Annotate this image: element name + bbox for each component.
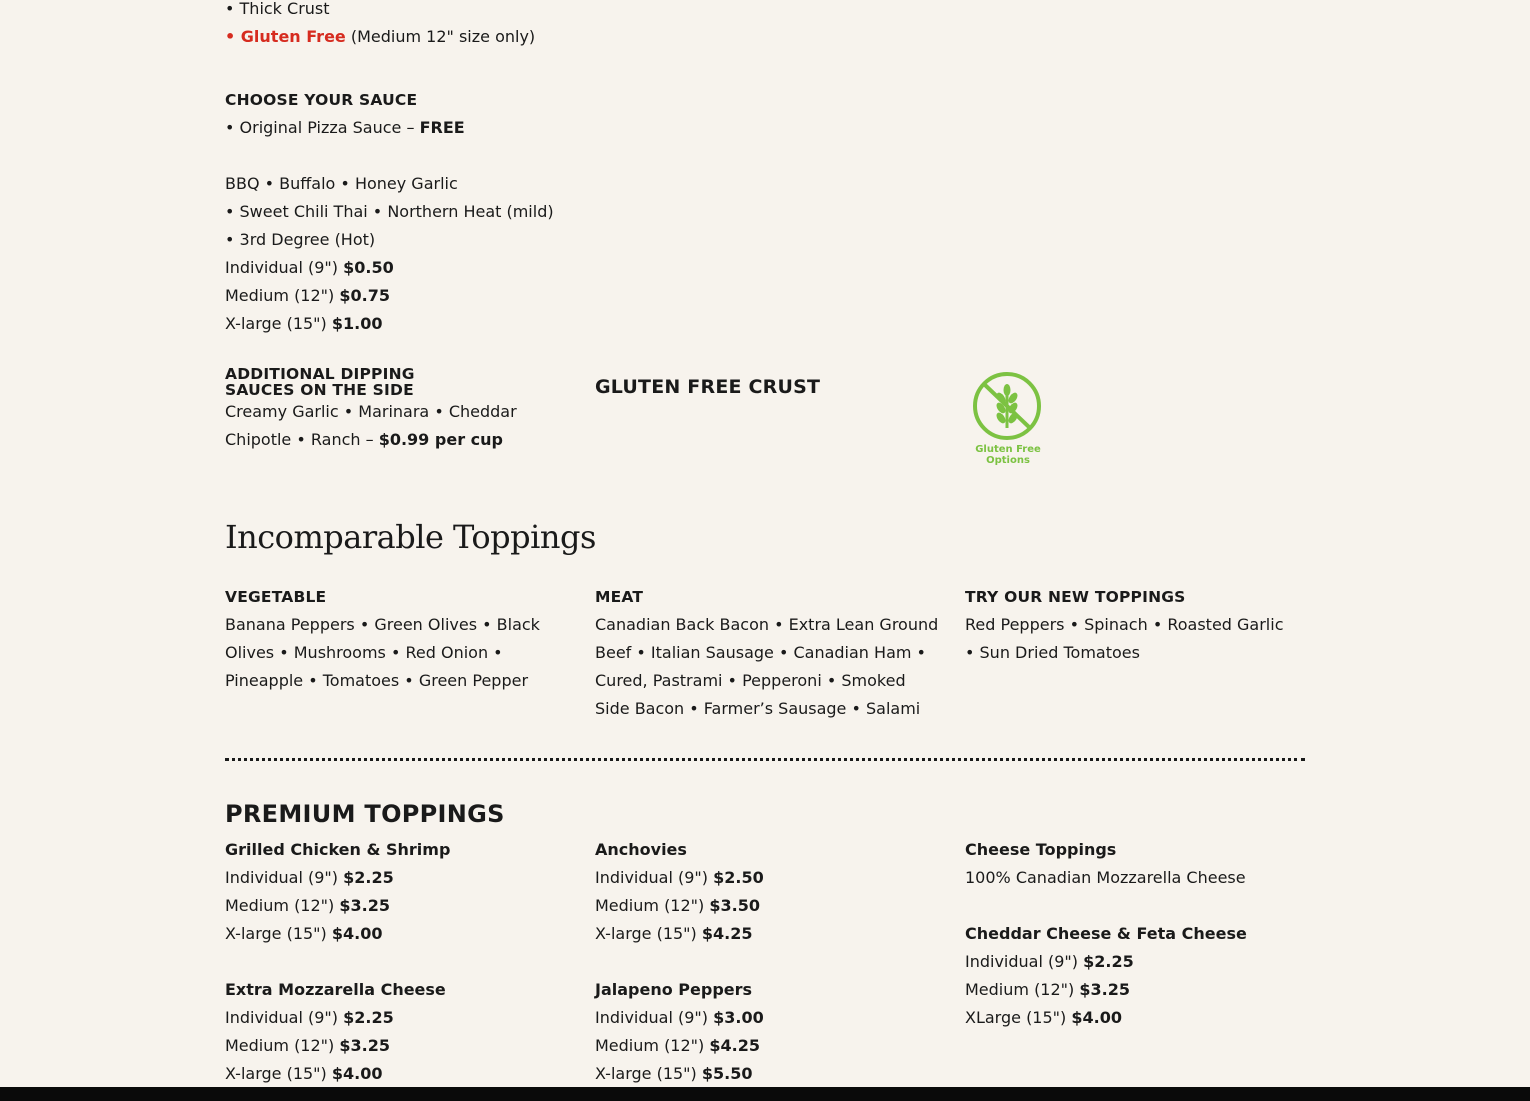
sauce-line-3: • 3rd Degree (Hot) bbox=[225, 230, 376, 249]
price-row bbox=[595, 864, 940, 892]
price-label: Medium (12") bbox=[225, 896, 340, 915]
premium-column-1 bbox=[225, 836, 570, 1088]
price-label: Individual (9") bbox=[595, 868, 714, 887]
price-row bbox=[965, 1004, 1310, 1032]
meat-list: Canadian Back Bacon • Extra Lean Ground Beef • Italian Sausage • Canadian Ham • Cured, Pastrami • Pepperoni • Smoked Side Bacon • Farmer’s Sausage • Salami bbox=[595, 615, 939, 718]
price-row bbox=[225, 892, 570, 920]
price-label: Individual (9") bbox=[965, 952, 1084, 971]
price-value: $4.00 bbox=[1071, 1008, 1122, 1027]
gluten-free-label: • Gluten Free bbox=[225, 27, 346, 46]
logo-text-line-2: Options bbox=[986, 455, 1030, 466]
price-value: $3.25 bbox=[1079, 980, 1130, 999]
price-label: Individual (9") bbox=[225, 258, 344, 277]
price-row bbox=[595, 892, 940, 920]
item-name: Jalapeno Peppers bbox=[595, 980, 753, 999]
price-row bbox=[225, 920, 570, 948]
price-row bbox=[225, 864, 570, 892]
price-value: $3.25 bbox=[339, 1036, 390, 1055]
price-label: XLarge (15") bbox=[965, 1008, 1072, 1027]
footer-bar bbox=[0, 1087, 1530, 1101]
price-label: Medium (12") bbox=[595, 896, 710, 915]
dipping-heading-line-2: SAUCES ON THE SIDE bbox=[225, 381, 414, 399]
price-value: $3.00 bbox=[713, 1008, 764, 1027]
price-value: $2.25 bbox=[343, 868, 394, 887]
sauce-heading: CHOOSE YOUR SAUCE bbox=[225, 91, 418, 109]
price-row bbox=[595, 1060, 940, 1088]
dipping-line-2-label: Chipotle • Ranch – bbox=[225, 430, 379, 449]
price-row bbox=[965, 976, 1310, 1004]
price-row bbox=[225, 1032, 570, 1060]
gluten-free-note: (Medium 12" size only) bbox=[350, 27, 536, 46]
price-value: $2.50 bbox=[713, 868, 764, 887]
dipping-price: $0.99 per cup bbox=[378, 430, 503, 449]
price-value: $0.50 bbox=[343, 258, 394, 277]
item-name: Grilled Chicken & Shrimp bbox=[225, 840, 451, 859]
dotted-divider bbox=[225, 758, 1305, 761]
premium-column-3 bbox=[965, 836, 1310, 1032]
dipping-line-2 bbox=[225, 426, 503, 454]
cheese-description: 100% Canadian Mozzarella Cheese bbox=[965, 868, 1246, 887]
wheat-crossed-icon bbox=[968, 370, 1048, 444]
premium-column-2 bbox=[595, 836, 940, 1088]
item-name: Anchovies bbox=[595, 840, 687, 859]
sauce-price-xlarge bbox=[225, 310, 382, 338]
sauce-original bbox=[225, 114, 465, 142]
price-value: $5.50 bbox=[701, 1064, 753, 1083]
price-label: Medium (12") bbox=[595, 1036, 710, 1055]
price-value: $0.75 bbox=[339, 286, 390, 305]
sauce-price-individual bbox=[225, 254, 394, 282]
item-name: Cheddar Cheese & Feta Cheese bbox=[965, 924, 1247, 943]
price-value: $2.25 bbox=[343, 1008, 394, 1027]
price-row bbox=[595, 1004, 940, 1032]
sauce-line-1: BBQ • Buffalo • Honey Garlic bbox=[225, 174, 458, 193]
gluten-free-crust-heading: GLUTEN FREE CRUST bbox=[595, 376, 821, 398]
price-row bbox=[965, 948, 1310, 976]
sauce-original-label: • Original Pizza Sauce – bbox=[225, 118, 420, 137]
item-name: Cheese Toppings bbox=[965, 840, 1117, 859]
price-label: X-large (15") bbox=[595, 924, 702, 943]
price-label: Medium (12") bbox=[225, 1036, 340, 1055]
dipping-line-1: Creamy Garlic • Marinara • Cheddar bbox=[225, 402, 517, 421]
price-value: $1.00 bbox=[331, 314, 383, 333]
price-label: Medium (12") bbox=[965, 980, 1080, 999]
sauce-original-price: FREE bbox=[419, 118, 465, 137]
price-label: X-large (15") bbox=[595, 1064, 702, 1083]
price-value: $4.25 bbox=[701, 924, 753, 943]
vegetable-heading: VEGETABLE bbox=[225, 588, 327, 606]
gluten-free-logo bbox=[968, 370, 1048, 470]
new-toppings-heading: TRY OUR NEW TOPPINGS bbox=[965, 588, 1186, 606]
dipping-heading-line-1: ADDITIONAL DIPPING bbox=[225, 365, 415, 383]
toppings-heading: Incomparable Toppings bbox=[225, 518, 596, 556]
price-label: Individual (9") bbox=[225, 868, 344, 887]
price-value: $2.25 bbox=[1083, 952, 1134, 971]
vegetable-list: Banana Peppers • Green Olives • Black Olives • Mushrooms • Red Onion • Pineapple • Tomatoes • Green Pepper bbox=[225, 615, 540, 690]
sauce-price-medium bbox=[225, 282, 390, 310]
price-label: X-large (15") bbox=[225, 1064, 332, 1083]
crust-gluten-free bbox=[225, 23, 535, 51]
price-label: X-large (15") bbox=[225, 924, 332, 943]
price-row bbox=[225, 1004, 570, 1032]
gluten-free-logo-text bbox=[968, 444, 1048, 466]
new-toppings-list: Red Peppers • Spinach • Roasted Garlic • Sun Dried Tomatoes bbox=[965, 615, 1284, 662]
new-toppings-column bbox=[965, 583, 1310, 667]
price-row bbox=[595, 1032, 940, 1060]
price-value: $4.25 bbox=[709, 1036, 760, 1055]
logo-text-line-1: Gluten Free bbox=[975, 444, 1041, 455]
crust-thick: • Thick Crust bbox=[225, 0, 330, 18]
price-row bbox=[595, 920, 940, 948]
item-name: Extra Mozzarella Cheese bbox=[225, 980, 446, 999]
dipping-heading bbox=[225, 366, 415, 398]
meat-heading: MEAT bbox=[595, 588, 644, 606]
price-label: Individual (9") bbox=[595, 1008, 714, 1027]
price-value: $4.00 bbox=[331, 1064, 383, 1083]
price-label: X-large (15") bbox=[225, 314, 332, 333]
sauce-line-2: • Sweet Chili Thai • Northern Heat (mild) bbox=[225, 202, 554, 221]
price-value: $3.25 bbox=[339, 896, 390, 915]
price-label: Medium (12") bbox=[225, 286, 340, 305]
price-row bbox=[225, 1060, 570, 1088]
meat-column bbox=[595, 583, 940, 723]
price-value: $3.50 bbox=[709, 896, 760, 915]
premium-heading: PREMIUM TOPPINGS bbox=[225, 800, 505, 828]
price-label: Individual (9") bbox=[225, 1008, 344, 1027]
vegetable-column bbox=[225, 583, 570, 695]
price-value: $4.00 bbox=[331, 924, 383, 943]
